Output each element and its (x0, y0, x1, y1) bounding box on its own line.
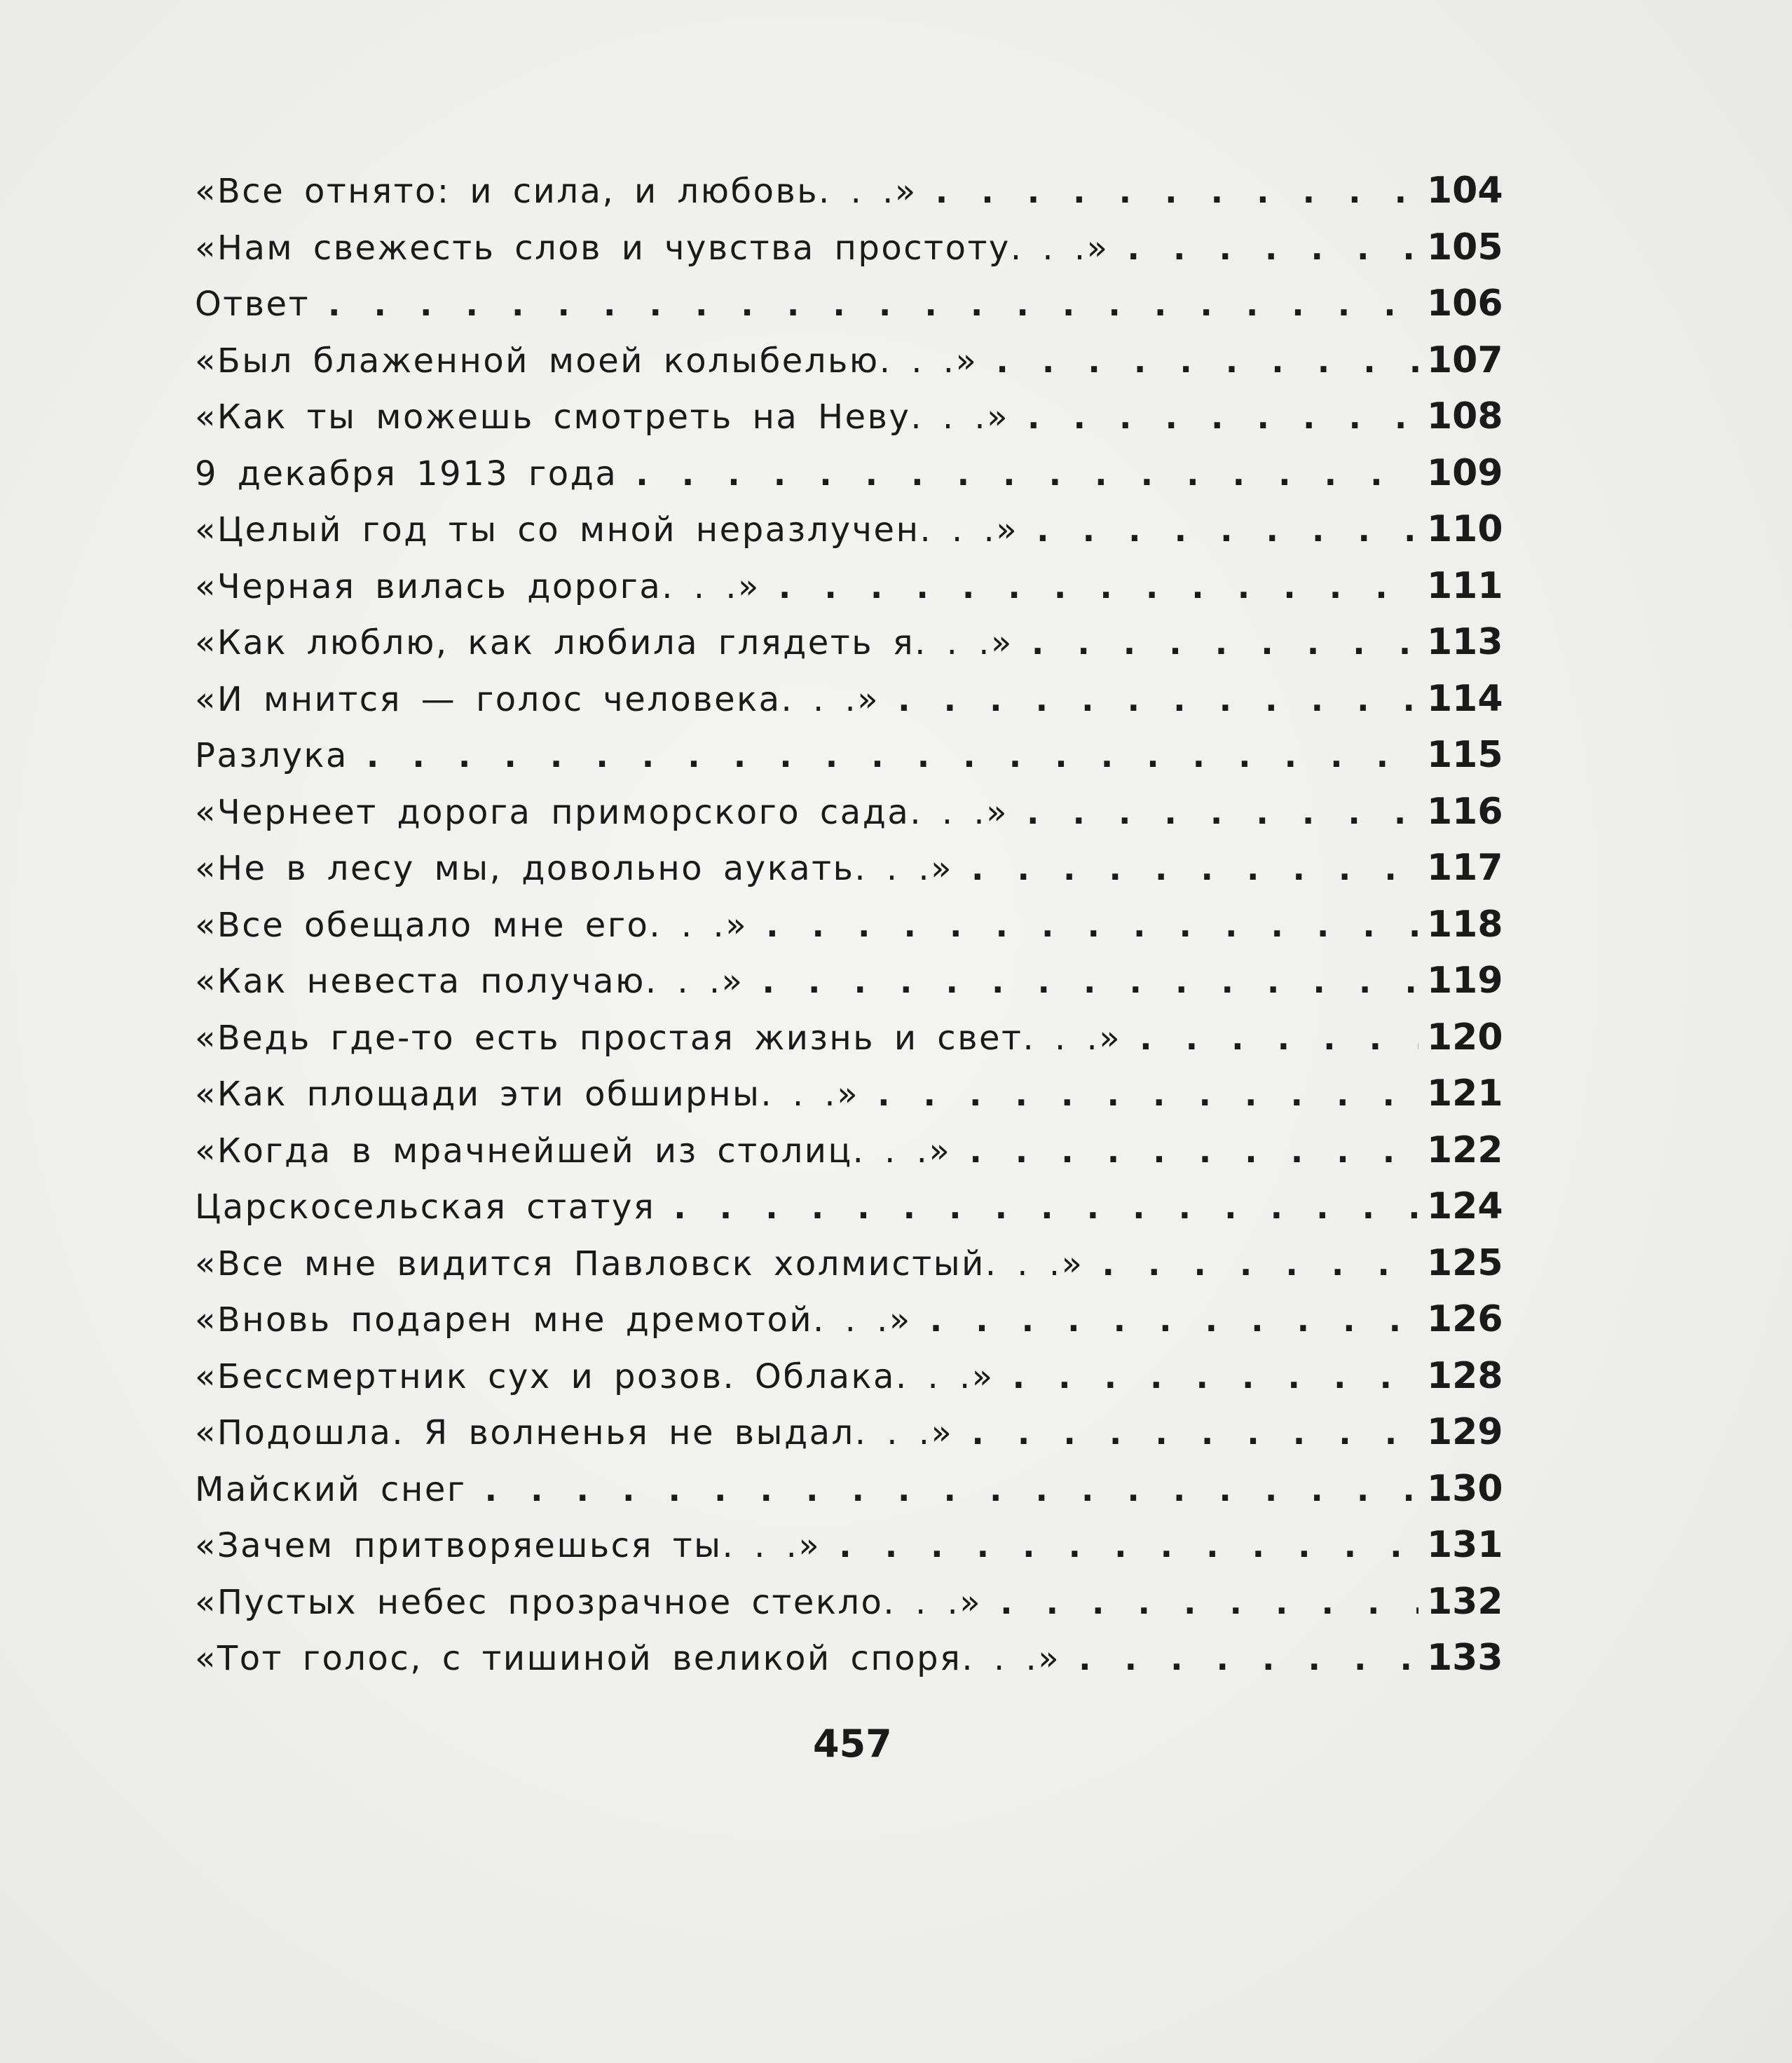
toc-entry-page: 105 (1427, 226, 1503, 268)
dot-leader (1037, 502, 1418, 559)
toc-entry-title: «Не в лесу мы, довольно аукать. . .» (195, 849, 954, 888)
toc-entry-title: «Был блаженной моей колыбелью. . .» (195, 341, 978, 381)
toc-entry-title: «Ведь где-то есть простая жизнь и свет. . .» (195, 1018, 1122, 1058)
dot-leader (930, 1292, 1418, 1349)
dot-leader (367, 728, 1418, 784)
dot-leader (762, 953, 1418, 1010)
dot-leader (996, 333, 1418, 390)
dot-leader (936, 163, 1418, 220)
toc-entry-title: «Чернеет дорога приморского сада. . .» (195, 792, 1008, 832)
toc-entry (195, 163, 1503, 219)
toc-entry-title: «Как люблю, как любила глядеть я. . .» (195, 623, 1013, 662)
dot-leader (636, 446, 1418, 503)
toc-entry-title: «Пустых небес прозрачное стекло. . .» (195, 1582, 983, 1622)
dot-leader (1102, 1236, 1418, 1293)
toc-entry-title: «Все обещало мне его. . .» (195, 905, 748, 945)
toc-entry (195, 1461, 1503, 1518)
dot-leader (766, 897, 1418, 954)
toc-entry (195, 727, 1503, 784)
toc-entry-title: 9 декабря 1913 года (195, 454, 618, 493)
toc-entry-title: «Целый год ты со мной неразлучен. . .» (195, 510, 1019, 550)
toc-entry-title: Царскосельская статуя (195, 1187, 656, 1227)
dot-leader (1079, 1630, 1418, 1687)
toc-entry-page: 116 (1427, 790, 1503, 833)
toc-entry (195, 219, 1503, 276)
toc-entry-page: 125 (1427, 1241, 1503, 1284)
dot-leader (485, 1462, 1418, 1518)
toc-entry (195, 784, 1503, 840)
toc-entry-title: «Нам свежесть слов и чувства простоту. . .» (195, 228, 1109, 268)
toc-entry (195, 1009, 1503, 1066)
toc-entry (195, 501, 1503, 558)
toc-entry (195, 445, 1503, 502)
toc-entry-page: 133 (1427, 1637, 1503, 1679)
toc-entry-page: 106 (1427, 282, 1503, 325)
dot-leader (1140, 1010, 1418, 1067)
toc-entry-page: 131 (1427, 1524, 1503, 1566)
toc-entry-page: 104 (1427, 170, 1503, 212)
toc-entry-title: «Подошла. Я волненья не выдал. . .» (195, 1413, 954, 1452)
toc-entry (195, 1291, 1503, 1348)
toc-entry-page: 115 (1427, 734, 1503, 776)
toc-entry-page: 110 (1427, 508, 1503, 550)
toc-entry (195, 332, 1503, 389)
dot-leader (839, 1518, 1418, 1574)
toc-entry-title: Майский снег (195, 1469, 467, 1509)
toc-entry (195, 614, 1503, 671)
toc-entry-page: 124 (1427, 1185, 1503, 1227)
dot-leader (877, 1066, 1418, 1123)
toc-entry-title: «Как невеста получаю. . .» (195, 962, 744, 1001)
dot-leader (898, 672, 1418, 728)
dot-leader (1027, 784, 1418, 841)
toc-entry-page: 128 (1427, 1354, 1503, 1397)
toc-entry-title: «Тот голос, с тишиной великой споря. . .» (195, 1639, 1061, 1678)
toc-entry-title: «Все отнято: и сила, и любовь. . .» (195, 172, 917, 211)
toc-entry-page: 122 (1427, 1129, 1503, 1171)
table-of-contents (195, 163, 1503, 1687)
toc-entry-page: 109 (1427, 451, 1503, 494)
toc-entry-title: «Как ты можешь смотреть на Неву. . .» (195, 397, 1010, 437)
toc-entry-page: 108 (1427, 395, 1503, 437)
toc-entry-page: 111 (1427, 564, 1503, 607)
toc-entry-title: «Все мне видится Павловск холмистый. . .» (195, 1244, 1084, 1284)
dot-leader (1000, 1574, 1418, 1631)
toc-entry (195, 558, 1503, 615)
dot-leader (328, 276, 1418, 333)
toc-entry-page: 113 (1427, 621, 1503, 663)
dot-leader (779, 559, 1418, 615)
toc-entry-page: 121 (1427, 1073, 1503, 1115)
toc-entry-page: 117 (1427, 847, 1503, 889)
toc-entry-page: 107 (1427, 339, 1503, 381)
toc-entry (195, 1348, 1503, 1405)
toc-entry-page: 130 (1427, 1467, 1503, 1510)
dot-leader (673, 1179, 1418, 1236)
toc-entry-page: 129 (1427, 1411, 1503, 1453)
toc-entry-page: 126 (1427, 1298, 1503, 1340)
toc-entry (195, 1630, 1503, 1687)
toc-entry-title: «Как площади эти обширны. . .» (195, 1075, 860, 1114)
toc-entry-title: «Бессмертник сух и розов. Облака. . .» (195, 1356, 994, 1396)
toc-entry (195, 1517, 1503, 1574)
toc-entry (195, 1235, 1503, 1292)
dot-leader (1013, 1349, 1418, 1405)
toc-entry-title: «И мнится — голос человека. . .» (195, 679, 880, 719)
toc-entry (195, 1178, 1503, 1235)
toc-entry-page: 120 (1427, 1016, 1503, 1058)
toc-entry (195, 275, 1503, 332)
toc-entry (195, 840, 1503, 897)
toc-entry-title: Ответ (195, 285, 310, 324)
page-number: 457 (813, 1722, 892, 1766)
toc-entry (195, 1122, 1503, 1179)
toc-entry (195, 671, 1503, 728)
toc-entry (195, 1065, 1503, 1122)
toc-entry-title: «Когда в мрачнейшей из столиц. . .» (195, 1131, 952, 1171)
toc-entry (195, 953, 1503, 1009)
toc-entry-page: 119 (1427, 960, 1503, 1002)
dot-leader (971, 1405, 1418, 1462)
dot-leader (1027, 389, 1418, 446)
dot-leader (969, 1123, 1418, 1180)
toc-entry (195, 1404, 1503, 1461)
toc-entry-page: 114 (1427, 677, 1503, 720)
toc-entry-title: «Черная вилась дорога. . .» (195, 566, 760, 606)
dot-leader (971, 840, 1418, 897)
toc-entry (195, 388, 1503, 445)
toc-entry (195, 897, 1503, 953)
toc-entry-title: «Вновь подарен мне дремотой. . .» (195, 1300, 912, 1340)
toc-entry-page: 132 (1427, 1580, 1503, 1623)
toc-entry (195, 1574, 1503, 1630)
dot-leader (1128, 220, 1419, 277)
toc-entry-title: «Зачем притворяешься ты. . .» (195, 1526, 821, 1565)
toc-entry-page: 118 (1427, 903, 1503, 946)
dot-leader (1032, 615, 1418, 672)
toc-entry-title: Разлука (195, 736, 348, 775)
